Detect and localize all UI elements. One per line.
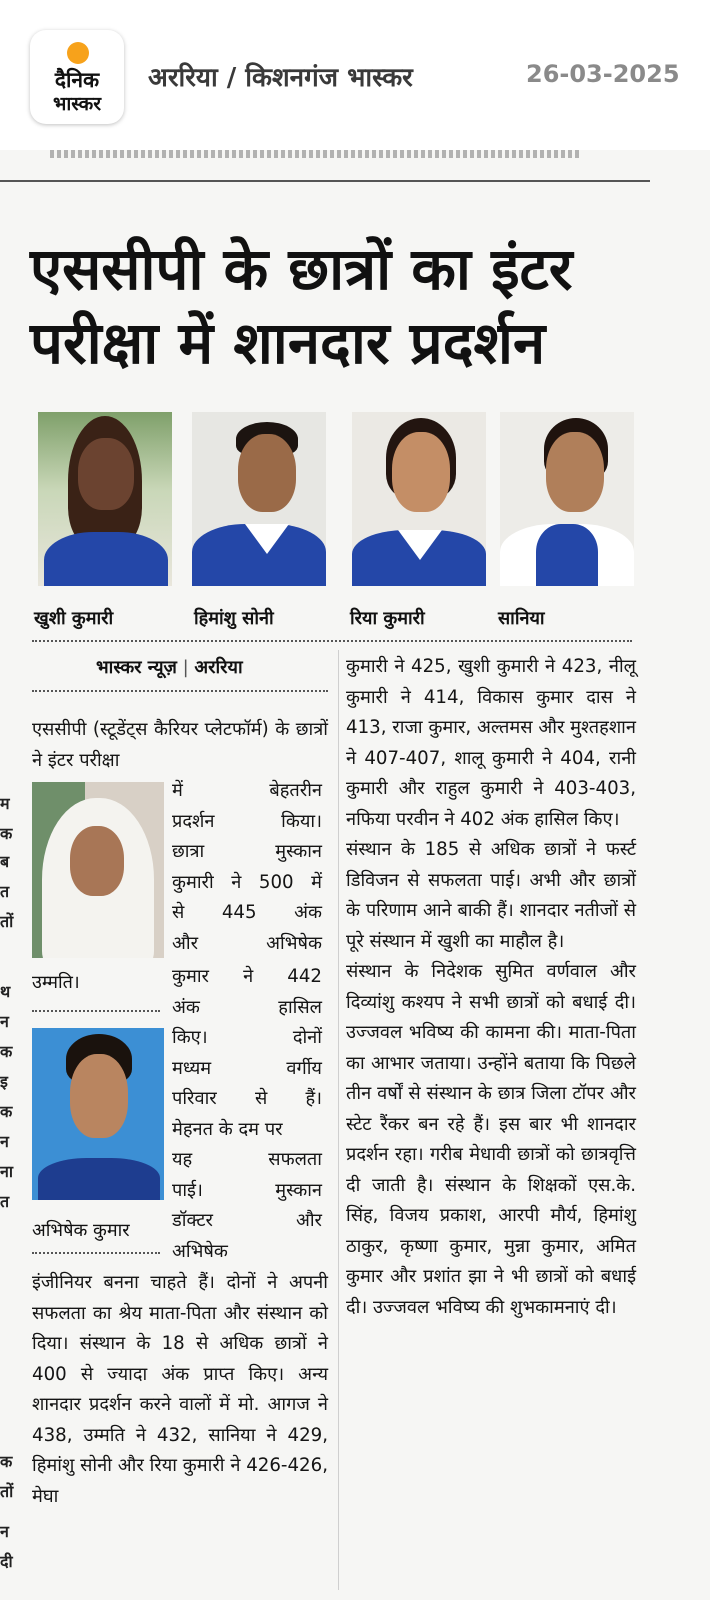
column-divider <box>338 650 339 1590</box>
publication-title: अररिया / किशनगंज भास्कर <box>148 63 413 93</box>
text-line: प्रदर्शन किया। <box>172 810 322 832</box>
left-narrow-text-1 <box>172 776 322 959</box>
text-line: डॉक्टर और <box>172 1210 322 1231</box>
logo-line-2: भास्कर <box>52 93 102 115</box>
logo-line-1: दैनिक <box>54 68 100 92</box>
photo-saniya <box>500 412 634 586</box>
right-paragraph-1: कुमारी ने 425, खुशी कुमारी ने 423, नीलू कुमारी ने 414, विकास कुमार दास ने 413, राजा कुमार, अल्तमस और मुश्तहशान ने 407-407, शालू कुमारी ने 404, रानी कुमारी और राहुल कुमारी ने 403-403, नफिया परवीन ने 402 अंक हासिल किए। <box>346 656 636 830</box>
edge-fragment: त <box>0 1192 10 1211</box>
caption-divider <box>32 640 632 642</box>
article-headline <box>30 232 650 380</box>
text-line: पाई। मुस्कान <box>172 1179 322 1201</box>
caption-khushi-kumari: खुशी कुमारी <box>34 608 114 629</box>
text-line: कुमारी ने 500 में <box>172 871 322 893</box>
edge-fragment: त <box>0 882 10 901</box>
caption-himanshu-soni: हिमांशु सोनी <box>194 608 274 629</box>
text-line: परिवार से हैं। <box>172 1088 322 1109</box>
adjacent-column-edge <box>0 182 14 1600</box>
left-narrow-text-2 <box>172 962 322 1267</box>
caption-saniya: सानिया <box>498 608 545 629</box>
edge-fragment: दी <box>0 1552 13 1571</box>
photo-riya-kumari <box>352 412 486 586</box>
edge-fragment: क <box>0 1452 13 1471</box>
text-line: में बेहतरीन <box>172 780 322 801</box>
right-column <box>346 652 636 1323</box>
edge-fragment: इ <box>0 1072 8 1091</box>
text-line: यह सफलता <box>172 1149 322 1170</box>
text-line: अभिषेक <box>172 1240 228 1262</box>
text-line: छात्रा मुस्कान <box>172 841 322 862</box>
text-line: से 445 अंक <box>172 902 322 923</box>
sun-icon <box>67 42 89 64</box>
edge-fragment: ब <box>0 852 10 871</box>
caption-abhishek-kumar: अभिषेक कुमार <box>32 1220 130 1241</box>
left-lead-paragraph: एससीपी (स्टूडेंट्स कैरियर प्लेटफॉर्म) के छात्रों ने इंटर परीक्षा <box>32 719 328 771</box>
text-line: मेहनत के दम पर <box>172 1118 283 1140</box>
dainik-bhaskar-logo[interactable] <box>30 30 124 124</box>
photo-khushi-kumari <box>38 412 172 586</box>
caption-riya-kumari: रिया कुमारी <box>350 608 425 629</box>
dateline-source: भास्कर न्यूज़ <box>96 657 177 678</box>
edge-fragment: तों <box>0 1482 14 1501</box>
left-tail-paragraph: इंजीनियर बनना चाहते हैं। दोनों ने अपनी सफलता का श्रेय माता-पिता और संस्थान को दिया। संस्थान के 18 से अधिक छात्रों ने 400 से ज्यादा अंक प्राप्त किए। अन्य शानदार प्रदर्शन करने वालों में मो. आगज ने 438, उम्मति ने 432, सानिया ने 429, हिमांशु सोनी और रिया कुमारी ने 426-426, मेघा <box>32 1272 328 1507</box>
text-line: अंक हासिल <box>172 996 322 1018</box>
app-header <box>0 0 710 150</box>
edge-fragment: थ <box>0 982 11 1001</box>
right-paragraph-3: संस्थान के निदेशक सुमित वर्णवाल और दिव्यांशु कश्यप ने सभी छात्रों को बधाई दी। उज्जवल भविष्य की कामना की। माता-पिता का आभार जताया। उन्होंने बताया कि पिछले तीन वर्षों से संस्थान के छात्र जिला टॉपर और स्टेट रैंकर बन रहे हैं। इस बार भी शानदार प्रदर्शन रहा। गरीब मेधावी छात्रों को छात्रवृत्ति दी जाती है। संस्थान के शिक्षकों एस.के. सिंह, विजय प्रकाश, आरपी मौर्य, हिमांशु ठाकुर, कृष्णा कुमार, मुन्ना कुमार, अमित कुमार और प्रशांत झा ने भी छात्रों को बधाई दी। उज्जवल भविष्य की शुभकामनाएं दी। <box>346 961 636 1318</box>
caption-ummati: उम्मति। <box>32 972 80 993</box>
edge-fragment: तों <box>0 912 14 931</box>
edge-fragment: क <box>0 824 13 843</box>
right-paragraph-2: संस्थान के 185 से अधिक छात्रों ने फर्स्ट डिविजन से सफलता पाई। अभी और छात्रों के परिणाम आने बाकी हैं। शानदार नतीजों से पूरे संस्थान में खुशी का माहौल है। <box>346 839 636 952</box>
headline-line-1: एससीपी के छात्रों का इंटर <box>30 235 573 303</box>
text-line: कुमार ने 442 <box>172 966 322 987</box>
text-line: और अभिषेक <box>172 932 322 954</box>
text-line: मध्यम वर्गीय <box>172 1057 322 1079</box>
dateline-place: अररिया <box>194 657 243 678</box>
edge-fragment: म <box>0 794 10 813</box>
photo-abhishek-kumar <box>32 1028 164 1200</box>
headline-line-2: परीक्षा में शानदार प्रदर्शन <box>30 309 546 377</box>
dateline-divider <box>32 690 328 692</box>
edge-fragment: क <box>0 1102 13 1121</box>
photo-caption-divider <box>32 1252 160 1254</box>
dateline: भास्कर न्यूज़ | अररिया <box>96 657 243 678</box>
edition-date: 26-03-2025 <box>526 60 680 88</box>
edge-fragment: न <box>0 1132 9 1151</box>
edge-fragment: न <box>0 1522 9 1541</box>
edge-fragment: क <box>0 1042 13 1061</box>
edge-fragment: न <box>0 1012 9 1031</box>
top-divider <box>0 180 650 182</box>
photo-caption-divider <box>32 1010 160 1012</box>
cut-off-text-line <box>50 150 580 158</box>
edge-fragment: ना <box>0 1162 14 1181</box>
photo-muskan-kumari <box>32 782 164 958</box>
photo-himanshu-soni <box>192 412 326 586</box>
text-line: किए। दोनों <box>172 1027 322 1048</box>
